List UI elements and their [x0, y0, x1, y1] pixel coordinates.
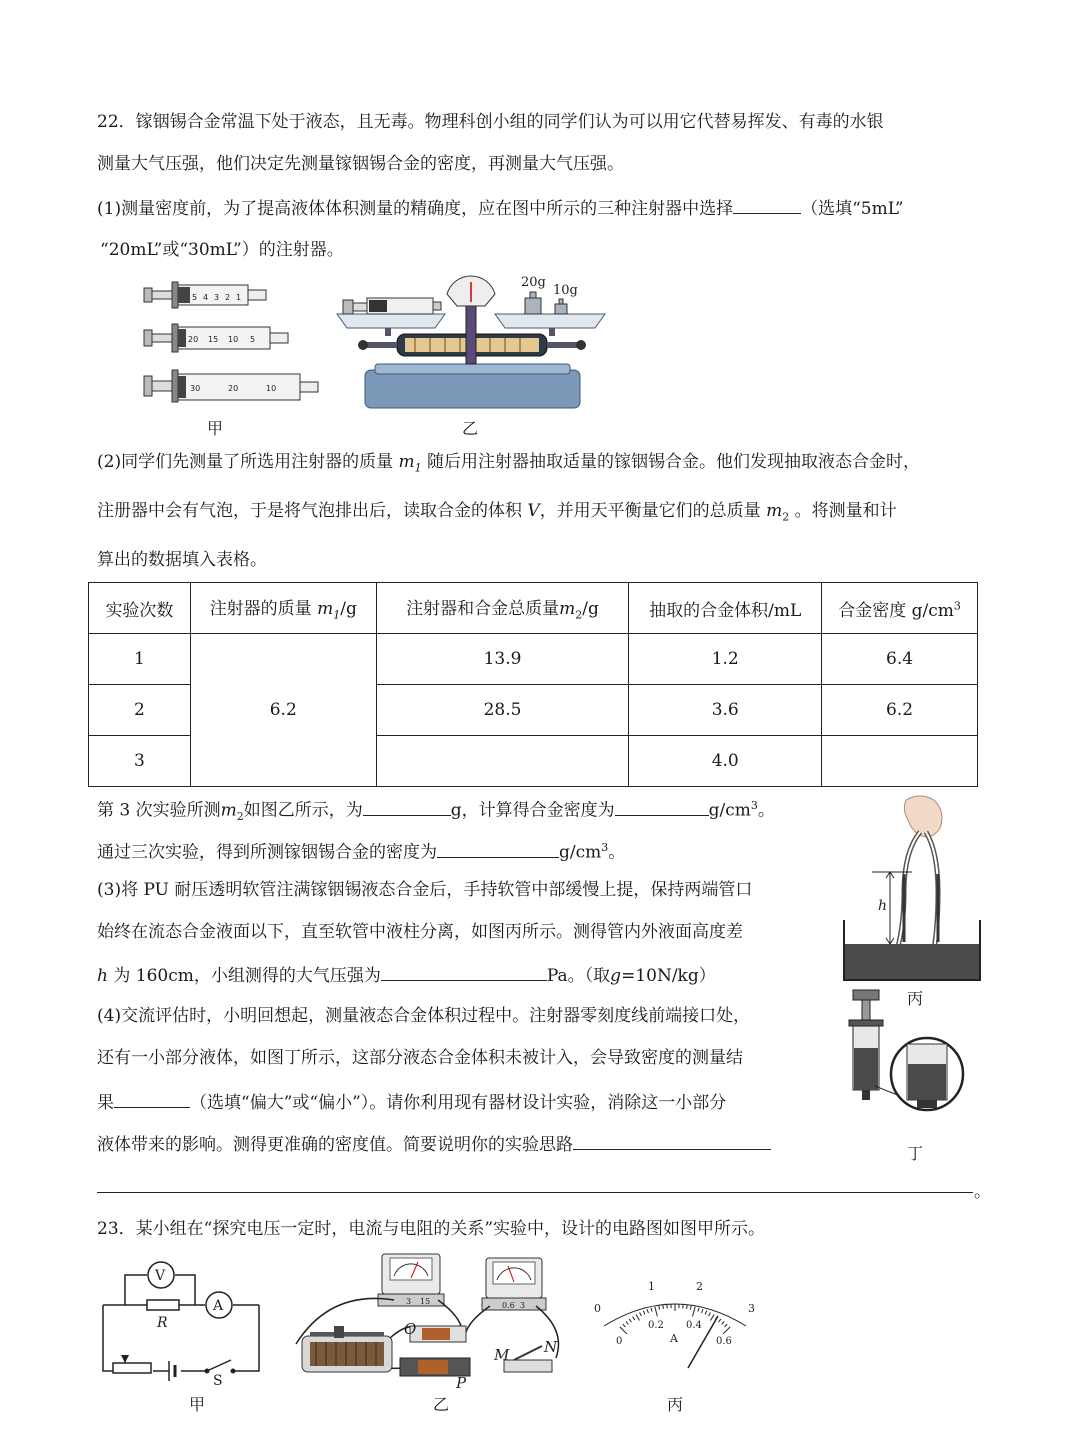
- trial3-unit-sup: 3: [750, 799, 758, 812]
- part4-text-c: 液体带来的影响。测得更准确的密度值。简要说明你的实验思路: [97, 1135, 573, 1155]
- hand-shape: [904, 796, 942, 837]
- circuit-diagram: [95, 1255, 270, 1385]
- meter-tick: [655, 1307, 658, 1317]
- voltmeter-label: V: [155, 1268, 166, 1284]
- header-density-text: 合金密度 g/cm: [838, 600, 954, 621]
- data-table: [88, 582, 978, 787]
- cell-volume: 1.2: [629, 634, 822, 685]
- syringe1-tick-2: 3: [214, 293, 220, 302]
- label-N: N: [544, 1338, 558, 1356]
- header-trial: 实验次数: [89, 583, 191, 634]
- syringe3-tick-0: 30: [190, 384, 201, 393]
- syringe-detail-figure: [845, 988, 970, 1118]
- syringe3-tick-1: 20: [228, 384, 239, 393]
- syringe2-tick-2: 10: [228, 335, 239, 344]
- figure-yi-caption: 乙: [461, 419, 478, 438]
- avg-density-sup: 3: [601, 841, 609, 854]
- method-end: 。: [974, 1182, 991, 1202]
- meter-tick: [647, 1309, 648, 1313]
- figure-ding-caption: 丁: [906, 1144, 923, 1163]
- cell-volume: 4.0: [629, 736, 822, 787]
- q22-part2-line1: [97, 450, 920, 480]
- trial3-var-m2: m: [220, 800, 237, 821]
- cell-trial: 3: [89, 736, 191, 787]
- weight-20g-label: 20g: [521, 275, 546, 290]
- cell-total-mass: 13.9: [376, 634, 629, 685]
- meter-tick: [640, 1313, 642, 1317]
- q22-part1-text: (1)测量密度前，为了提高液体体积测量的精确度，应在图中所示的三种注射器中选择: [97, 199, 734, 219]
- syringe1-tick-3: 2: [225, 293, 231, 302]
- q22-intro-line1: 22．镓铟锡合金常温下处于液态，且无毒。物理科创小组的同学们认为可以用它代替易挥发、有毒的水银: [97, 112, 884, 132]
- header-m1-var: m: [317, 599, 334, 620]
- q22-part2-text-a: (2)同学们先测量了所选用注射器的质量: [97, 452, 394, 472]
- meter-tick: [629, 1319, 631, 1322]
- table-header-row: [89, 583, 978, 634]
- liquid-alloy: [845, 944, 979, 979]
- q23-figure-jia-caption: 甲: [188, 1395, 205, 1414]
- meter-tick: [705, 1311, 707, 1315]
- part3-text-b: Pa。（取: [546, 966, 611, 986]
- volt-terminal-3: 3: [406, 1297, 412, 1306]
- q22-intro-line2: 测量大气压强，他们决定先测量镓铟锡合金的密度，再测量大气压强。: [97, 154, 624, 174]
- meter-tick: [626, 1321, 629, 1324]
- q22-part2-text-b: 随后用注射器抽取适量的镓铟锡合金。他们发现抽取液态合金时，: [427, 452, 921, 472]
- avg-density-text: 通过三次实验，得到所测镓铟锡合金的密度为: [97, 842, 437, 863]
- cell-trial: 2: [89, 685, 191, 736]
- trial3-text-b: 如图乙所示，为: [243, 800, 363, 821]
- cell-density[interactable]: [822, 736, 978, 787]
- header-m2-var: m: [559, 599, 576, 620]
- meter-tick: [690, 1306, 691, 1310]
- meter-tick: [643, 1311, 645, 1315]
- cell-total-mass[interactable]: [376, 736, 629, 787]
- var-V: V: [527, 501, 540, 521]
- q22-part2-line3: 算出的数据填入表格。: [97, 550, 267, 570]
- trial3-density-blank[interactable]: [615, 797, 709, 816]
- q22-part1-line1: [97, 195, 904, 221]
- meter-tick: [659, 1306, 660, 1310]
- avg-density-end: 。: [608, 842, 626, 863]
- header-density: [822, 583, 978, 634]
- part3-text-a: 为 160cm，小组测得的大气压强为: [113, 966, 381, 986]
- meter-tick: [620, 1327, 627, 1334]
- q22-part4-line3: [97, 1089, 726, 1115]
- var-m2: m: [766, 501, 783, 521]
- header-density-sup: 3: [953, 598, 961, 612]
- header-m1-unit: /g: [340, 599, 357, 620]
- syringe3-tick-2: 10: [266, 384, 277, 393]
- apparatus-figure: [290, 1250, 570, 1390]
- q22-avg-density-line: [97, 836, 625, 865]
- q22-part2-text-d: ，并用天平衡量它们的总质量: [539, 501, 761, 521]
- meter-tick: [722, 1321, 725, 1324]
- resistor-label: R: [157, 1315, 168, 1331]
- q23-figure-bing-caption: 丙: [666, 1395, 683, 1414]
- avg-density-unit: g/cm: [559, 842, 602, 863]
- scale-top-2: 2: [696, 1280, 703, 1293]
- header-volume: 抽取的合金体积/mL: [629, 583, 822, 634]
- meter-tick: [687, 1305, 688, 1309]
- cell-total-mass: 28.5: [376, 685, 629, 736]
- q22-part2-line2: [97, 499, 897, 529]
- q23-figure-yi-caption: 乙: [432, 1395, 449, 1414]
- meter-tick: [633, 1317, 635, 1320]
- scale-bottom-02: 0.2: [648, 1320, 664, 1331]
- bias-blank[interactable]: [114, 1089, 190, 1108]
- meter-tick: [636, 1314, 640, 1320]
- switch-label: S: [213, 1373, 223, 1385]
- q22-part4-line2: 还有一小部分液体，如图丁所示，这部分液态合金体积未被计入，会导致密度的测量结: [97, 1048, 743, 1068]
- trial3-mass-blank[interactable]: [363, 797, 451, 816]
- header-m2-sub: 2: [575, 608, 583, 622]
- meter-tick: [702, 1309, 703, 1313]
- balance-base: [365, 370, 580, 408]
- cell-density: 6.4: [822, 634, 978, 685]
- trial3-text-c: g，计算得合金密度为: [450, 800, 615, 821]
- syringe1-tick-4: 1: [236, 293, 242, 302]
- q22-part1-line2: “20mL”或“30mL”）的注射器。: [100, 240, 344, 260]
- meter-tick: [693, 1307, 696, 1317]
- avg-density-blank[interactable]: [437, 839, 559, 858]
- tube-h-label: h: [878, 898, 888, 914]
- q23-intro: 23．某小组在“探究电压一定时，电流与电阻的关系”实验中，设计的电路图如图甲所示。: [97, 1219, 766, 1239]
- q22-part2-text-e: 。将测量和计: [794, 501, 897, 521]
- syringe2-tick-1: 15: [208, 335, 219, 344]
- scale-top-0: 0: [594, 1302, 601, 1315]
- scale-bottom-0: 0: [616, 1336, 623, 1347]
- ammeter-scale-figure: [590, 1272, 760, 1372]
- header-m2-unit: /g: [582, 599, 599, 620]
- rheostat: [113, 1363, 151, 1373]
- meter-tick: [711, 1314, 715, 1320]
- resistor-R: [147, 1300, 179, 1310]
- trial3-unit: g/cm: [708, 800, 751, 821]
- cell-syringe-mass: 6.2: [190, 634, 376, 787]
- weight-10g-label: 10g: [553, 283, 578, 298]
- voltmeter-device: [378, 1254, 444, 1306]
- var-m2-sub: 2: [782, 510, 790, 524]
- figure-bing-caption: 丙: [906, 989, 923, 1008]
- header-syringe-mass: [190, 583, 376, 634]
- trial3-var-m2-sub: 2: [236, 810, 244, 824]
- scale-bottom-04: 0.4: [686, 1320, 702, 1331]
- meter-tick: [651, 1308, 652, 1312]
- q22-part2-text-c: 注册器中会有气泡，于是将气泡排出后，读取合金的体积: [97, 501, 522, 521]
- tube-figure: [842, 792, 982, 992]
- q22-part4-line4: [97, 1131, 771, 1157]
- ammeter-label: A: [213, 1298, 224, 1314]
- cell-density: 6.2: [822, 685, 978, 736]
- trial3-end: 。: [757, 800, 775, 821]
- weight-10g: [555, 299, 567, 314]
- q22-part3-line1: (3)将 PU 耐压透明软管注满镓铟锡液态合金后，手持软管中部缓慢上提，保持两端管口: [97, 880, 753, 900]
- scale-top-3: 3: [748, 1302, 755, 1315]
- balance-left-pan: [337, 314, 445, 328]
- q22-part1-options: （选填“5mL”: [801, 199, 904, 219]
- q22-part4-line1: (4)交流评估时，小明回想起，测量液态合金体积过程中。注射器零刻度线前端接口处，: [97, 1006, 751, 1026]
- header-syringe-mass-text: 注射器的质量: [209, 599, 318, 620]
- part4-text-b: （选填“偏大”或“偏小”）。请你利用现有器材设计实验，消除这一小部分: [190, 1093, 727, 1113]
- scale-top-1: 1: [648, 1280, 655, 1293]
- method-blank-2[interactable]: [97, 1192, 973, 1193]
- resistor-device: [410, 1326, 466, 1342]
- header-m1-sub: 1: [333, 608, 341, 622]
- var-m1: m: [398, 452, 415, 472]
- syringes-figure: [140, 278, 330, 418]
- switch-S: [209, 1360, 231, 1370]
- trial3-text-a: 第 3 次实验所测: [97, 800, 221, 821]
- rheostat-device: [302, 1326, 392, 1372]
- syringe-on-pan: [343, 298, 441, 314]
- ammeter-device: [482, 1258, 546, 1310]
- syringe1-tick-0: 5: [192, 293, 198, 302]
- header-total-mass: [376, 583, 629, 634]
- meter-tick: [723, 1327, 730, 1334]
- table-row: [89, 634, 978, 685]
- scale-bottom-06: 0.6: [716, 1336, 732, 1347]
- label-P: P: [456, 1374, 467, 1390]
- volt-terminal-15: 15: [420, 1297, 431, 1306]
- meter-tick: [718, 1319, 720, 1322]
- label-O: O: [404, 1320, 417, 1338]
- amp-terminal-3: 3: [520, 1301, 526, 1310]
- var-m1-sub: 1: [414, 461, 422, 475]
- meter-tick: [698, 1308, 699, 1312]
- cell-volume: 3.6: [629, 685, 822, 736]
- figure-jia-caption: 甲: [206, 419, 223, 438]
- balance-figure: [335, 272, 610, 414]
- balance-right-pan: [495, 314, 605, 328]
- pressure-blank[interactable]: [381, 962, 547, 981]
- meter-tick: [623, 1324, 626, 1327]
- label-M: M: [494, 1346, 510, 1364]
- q22-part3-line2: 始终在流态合金液面以下，直至软管中液柱分离，如图丙所示。测得管内外液面高度差: [97, 922, 743, 942]
- method-blank-1[interactable]: [573, 1131, 771, 1150]
- meter-tick: [725, 1324, 728, 1327]
- cell-trial: 1: [89, 634, 191, 685]
- var-h: h: [97, 966, 108, 986]
- amp-terminal-06: 0.6: [502, 1301, 515, 1310]
- soft-tube: [894, 832, 920, 960]
- syringe2-tick-0: 20: [188, 335, 199, 344]
- syringe2-tick-3: 5: [250, 335, 256, 344]
- q22-part3-line3: [97, 962, 716, 988]
- part3-text-c: =10N/kg）: [621, 966, 716, 986]
- meter-unit: A: [670, 1332, 678, 1345]
- part4-text-a: 果: [97, 1093, 114, 1113]
- meter-tick: [709, 1313, 711, 1317]
- syringe1-tick-1: 4: [203, 293, 209, 302]
- var-g: g: [610, 966, 622, 986]
- weight-20g: [525, 292, 541, 314]
- meter-tick: [663, 1305, 664, 1309]
- header-total-mass-text: 注射器和合金总质量: [406, 599, 560, 620]
- syringe-choice-blank[interactable]: [733, 195, 801, 214]
- q22-trial3-line: [97, 794, 775, 829]
